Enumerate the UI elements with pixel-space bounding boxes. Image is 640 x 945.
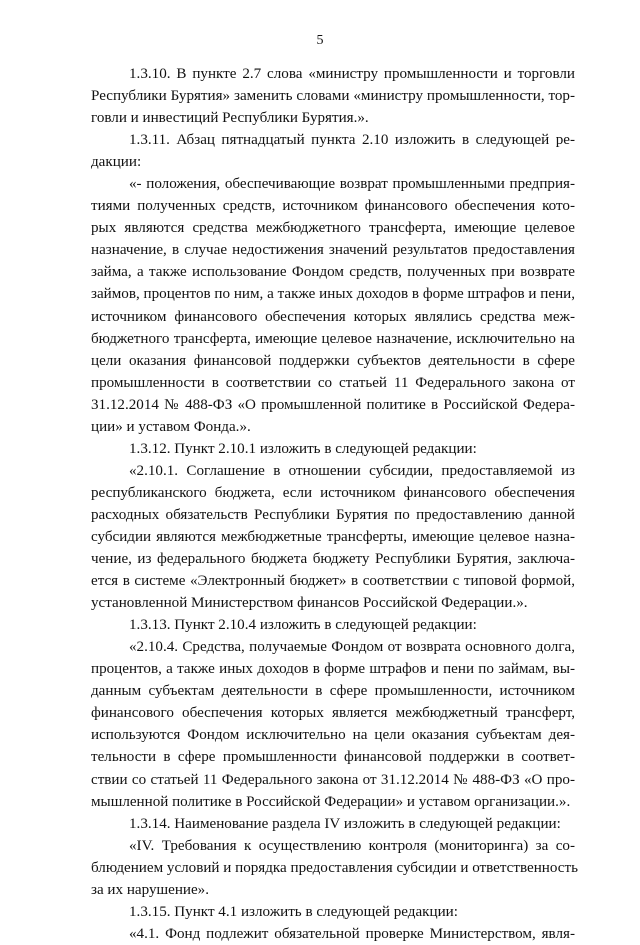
- document-body: [91, 63, 578, 945]
- text-line: республиканского бюджета, если источником финансового обеспечения: [91, 484, 575, 501]
- text-line: за их нарушение».: [91, 881, 210, 898]
- text-line: мышленной политике в Российской Федерации» и уставом организации.».: [91, 793, 571, 810]
- text-line: расходных обязательств Республики Бурятия по предоставлению данной: [91, 506, 575, 523]
- text-line: ствии со статьей 11 Федерального закона от 31.12.2014 № 488-ФЗ «О про-: [91, 771, 575, 788]
- text-line: источником финансового обеспечения которых являлись средства меж-: [91, 308, 575, 325]
- text-line: назначение, в случае недостижения значений результатов предоставления: [91, 242, 575, 259]
- text-line: «2.10.4. Средства, получаемые Фондом от возврата основного долга,: [129, 639, 575, 656]
- text-line: «- положения, обеспечивающие возврат промышленными предприя-: [129, 176, 575, 193]
- text-line: займов, процентов по ним, а также иных доходов в форме штрафов и пени,: [91, 286, 575, 303]
- text-line: 1.3.10. В пункте 2.7 слова «министру промышленности и торговли: [129, 66, 575, 82]
- text-line: чение, из федерального бюджета бюджету Республики Бурятия, заключа-: [91, 551, 575, 568]
- text-line: 1.3.12. Пункт 2.10.1 изложить в следующей редакции:: [129, 440, 477, 457]
- text-line: 31.12.2014 № 488-ФЗ «О промышленной политике в Российской Федера-: [91, 396, 575, 413]
- text-line: 1.3.14. Наименование раздела IV изложить в следующей редакции:: [129, 815, 561, 832]
- text-line: блюдением условий и порядка предоставления субсидии и ответственность: [91, 859, 578, 876]
- text-line: ции» и уставом Фонда.».: [91, 418, 251, 435]
- text-line: установленной Министерством финансов Российской Федерации.».: [91, 595, 528, 612]
- text-line: используются Фондом исключительно на цели оказания субъектам дея-: [91, 727, 575, 744]
- text-line: займа, а также использование Фондом средств, полученных при возврате: [91, 264, 575, 281]
- text-line: «IV. Требования к осуществлению контроля (мониторинга) за со-: [129, 837, 575, 854]
- text-line: тельности в сфере промышленности финансовой поддержки в соответ-: [91, 749, 575, 766]
- text-line: «2.10.1. Соглашение в отношении субсидии, предоставляемой из: [129, 462, 575, 479]
- text-line: тиями полученных средств, источником финансового обеспечения кото-: [91, 198, 575, 215]
- text-line: процентов, а также иных доходов в форме штрафов и пени по займам, вы-: [91, 661, 575, 678]
- text-line: говли и инвестиций Республики Бурятия.».: [91, 110, 369, 127]
- text-line: данным субъектам деятельности в сфере промышленности, источником: [91, 683, 575, 700]
- text-line: 1.3.11. Абзац пятнадцатый пункта 2.10 изложить в следующей ре-: [129, 132, 575, 149]
- text-line: цели оказания финансовой поддержки субъектов деятельности в сфере: [91, 352, 575, 369]
- text-line: бюджетного трансферта, имеющие целевое назначение, исключительно на: [91, 330, 575, 347]
- text-line: ется в системе «Электронный бюджет» в соответствии с типовой формой,: [91, 573, 575, 590]
- text-line: 1.3.15. Пункт 4.1 изложить в следующей редакции:: [129, 903, 458, 920]
- text-line: 1.3.13. Пункт 2.10.4 изложить в следующей редакции:: [129, 617, 477, 634]
- text-line: финансового обеспечения которых является межбюджетный трансферт,: [91, 705, 575, 722]
- text-line: «4.1. Фонд подлежит обязательной проверке Министерством, явля-: [129, 925, 575, 942]
- text-line: дакции:: [91, 154, 142, 171]
- text-line: субсидии являются межбюджетные трансферты, имеющие целевое назна-: [91, 528, 575, 545]
- text-line: Республики Бурятия» заменить словами «министру промышленности, тор-: [91, 88, 575, 105]
- text-line: рых являются средства межбюджетного трансферта, имеющие целевое: [91, 220, 575, 237]
- page-number: 5: [316, 33, 324, 48]
- text-line: промышленности в соответствии со статьей 11 Федерального закона от: [91, 374, 575, 391]
